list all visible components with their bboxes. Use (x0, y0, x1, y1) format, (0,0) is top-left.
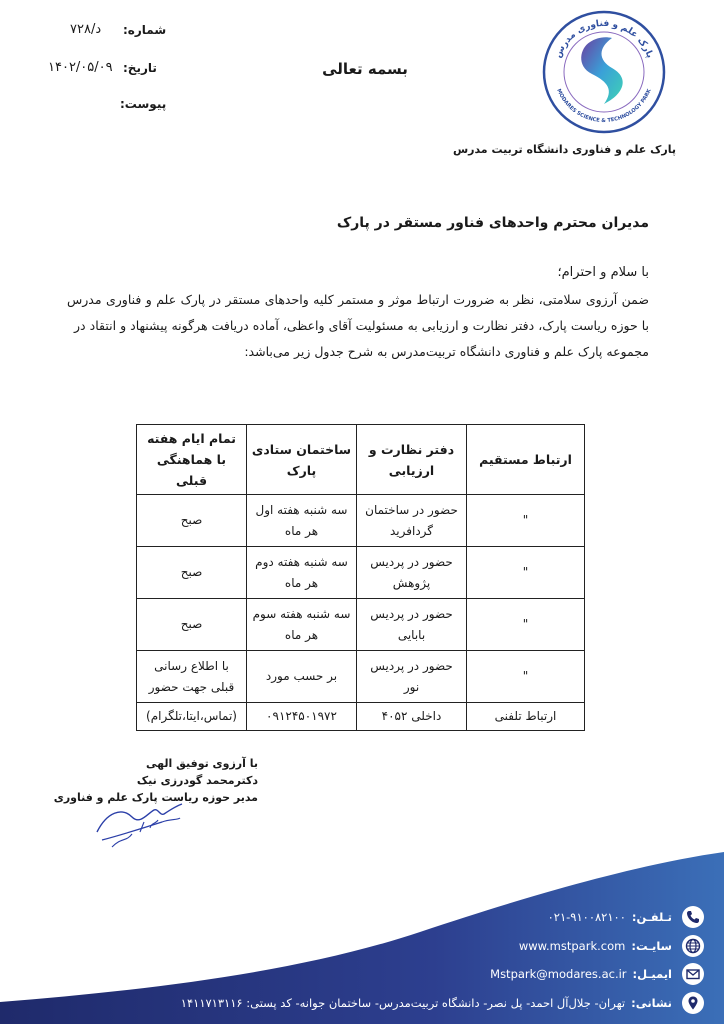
table-row (137, 703, 585, 731)
park-logo (540, 8, 668, 136)
body-line-1: ضمن آرزوی سلامتی، نظر به ضرورت ارتباط موثر و مستمر کلیه واحدهای مستقر در پارک علم و فناوری مدرس (67, 292, 649, 307)
bismillah: بسمه تعالی (322, 60, 408, 78)
table-cell: حضور در ساختمان گردافرید (357, 495, 467, 547)
table-cell: سه شنبه هفته سوم هر ماه (247, 599, 357, 651)
site-link[interactable]: www.mstpark.com (518, 939, 626, 953)
footer-email-row (490, 963, 704, 985)
table-cell: ۰۹۱۲۴۵۰۱۹۷۲ (247, 703, 357, 731)
number-label: شماره: (123, 23, 167, 37)
number-value: ۷۲۸/د (70, 22, 102, 37)
address-value: تهران- جلال‌آل احمد- پل نصر- دانشگاه تربیت‌مدرس- ساختمان جوانه- کد پستی: ۱۴۱۱۷۱۳۱۱۶ (180, 996, 626, 1010)
table-cell: " (467, 651, 585, 703)
phone-icon (682, 906, 704, 928)
table-row (137, 495, 585, 547)
handwritten-signature (92, 792, 187, 852)
table-cell: با اطلاع رسانی قبلی جهت حضور (137, 651, 247, 703)
location-pin-icon (682, 992, 704, 1014)
body-line-3: مجموعه پارک علم و فناوری دانشگاه تربیت‌مدرس به شرح جدول زیر می‌باشد: (244, 344, 649, 359)
email-link[interactable]: Mstpark@modares.ac.ir (490, 967, 627, 981)
table-cell: " (467, 547, 585, 599)
table-cell: صبح (137, 495, 247, 547)
table-cell: (تماس،ایتا،تلگرام) (137, 703, 247, 731)
header-cell-building: ساختمان ستادی پارک (247, 425, 357, 495)
site-label: سایـت: (631, 939, 672, 953)
closing-signer-title: مدیر حوزه ریاست پارک علم و فناوری (53, 791, 258, 804)
envelope-icon (682, 963, 704, 985)
header-cell-office: دفتر نظارت و ارزیابی (357, 425, 467, 495)
table-cell: " (467, 495, 585, 547)
table-cell: سه شنبه هفته دوم هر ماه (247, 547, 357, 599)
phone-label: تـلفـن: (631, 910, 672, 924)
footer-site-row (519, 935, 704, 957)
greeting: با سلام و احترام؛ (557, 265, 649, 280)
table-row (137, 651, 585, 703)
address-label: نشانی: (631, 996, 672, 1010)
table-cell: داخلی ۴۰۵۲ (357, 703, 467, 731)
attachment-label: پیوست: (120, 97, 167, 111)
table-cell: " (467, 599, 585, 651)
table-cell: بر حسب مورد (247, 651, 357, 703)
table-cell: حضور در پردیس پژوهش (357, 547, 467, 599)
closing-line-1: با آرزوی توفیق الهی (145, 757, 258, 770)
footer-address-row (181, 992, 704, 1014)
logo-ring-text-en: MODARES SCIENCE & TECHNOLOGY PARK (555, 88, 653, 125)
header-cell-direct: ارتباط مستقیم (467, 425, 585, 495)
table-cell: ارتباط تلفنی (467, 703, 585, 731)
table-cell: حضور در پردیس بابایی (357, 599, 467, 651)
phone-value[interactable]: ۰۲۱-۹۱۰۰۸۲۱۰۰ (547, 910, 626, 924)
closing-signer-name: دکترمحمد گودرزی نیک (136, 774, 258, 787)
org-caption: پارک علم و فناوری دانشگاه تربیت مدرس (452, 143, 676, 156)
table-cell: صبح (137, 599, 247, 651)
table-header-row (137, 425, 585, 495)
date-label: تاریخ: (123, 61, 157, 75)
footer-phone-row (548, 906, 704, 928)
globe-icon (682, 935, 704, 957)
recipient-line: مدیران محترم واحدهای فناور مستقر در پارک (336, 215, 649, 231)
body-line-2: با حوزه ریاست پارک، دفتر نظارت و ارزیابی به مسئولیت آقای واعظی، آماده دریافت هرگونه پیشنهاد و انتقاد در (74, 318, 649, 333)
logo-ring-text-fa: پارک علم و فناوری مدرس (553, 18, 655, 60)
email-label: ایمیـل: (632, 967, 672, 981)
table-row (137, 599, 585, 651)
table-cell: حضور در پردیس نور (357, 651, 467, 703)
table-cell: صبح (137, 547, 247, 599)
table-row (137, 547, 585, 599)
header-cell-all-days: تمام ایام هفته با هماهنگی قبلی (137, 425, 247, 495)
date-value: ۱۴۰۲/۰۵/۰۹ (48, 60, 113, 75)
table-cell: سه شنبه هفته اول هر ماه (247, 495, 357, 547)
schedule-table (136, 424, 585, 731)
